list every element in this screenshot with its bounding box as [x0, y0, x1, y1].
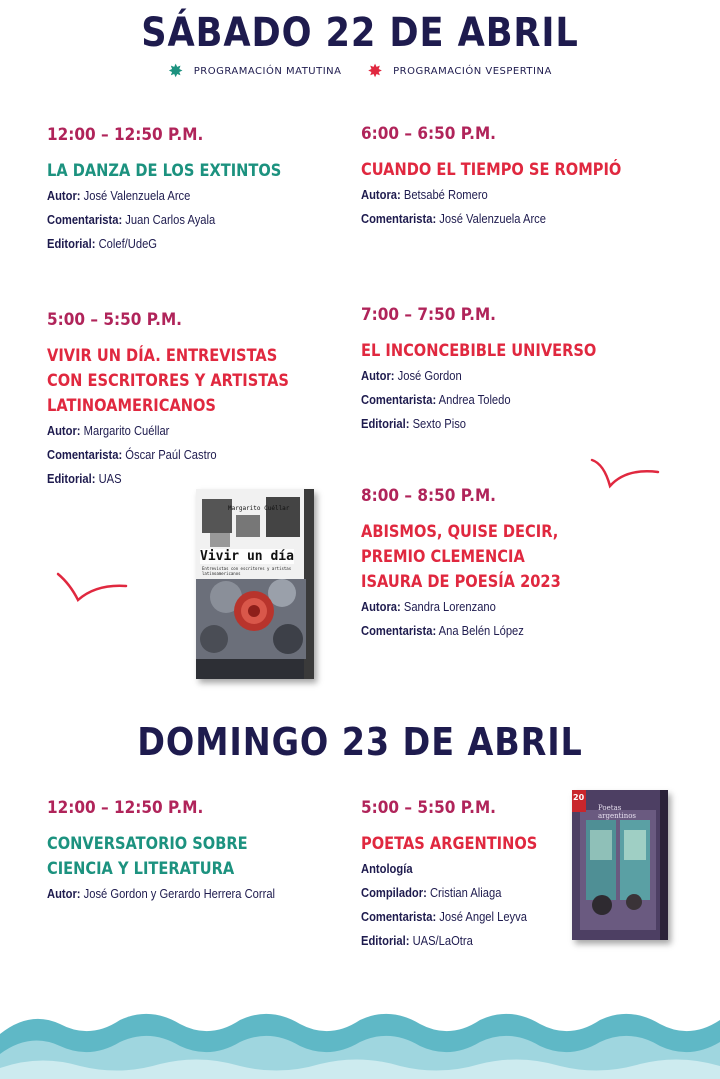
saturday-title: SÁBADO 22 DE ABRIL [141, 10, 579, 56]
detail-label: Comentarista: [361, 623, 437, 638]
event-title-line: POETAS ARGENTINOS [361, 834, 538, 854]
detail-label: Comentarista: [47, 447, 123, 462]
detail-label: Editorial: [361, 933, 410, 948]
event-title-line: EL INCONCEBIBLE UNIVERSO [361, 341, 597, 361]
detail-label: Comentarista: [361, 392, 437, 407]
event-sat-4 [361, 305, 635, 436]
event-sun-2 [361, 798, 566, 953]
evening-star-icon: ✸ [367, 60, 384, 82]
detail-label: Comentarista: [361, 909, 437, 924]
detail-label: Editorial: [361, 416, 410, 431]
detail-value: José Gordon y Gerardo Herrera Corral [83, 886, 276, 901]
detail-value: José Valenzuela Arce [439, 211, 546, 226]
detail-value: Juan Carlos Ayala [125, 212, 216, 227]
detail-value: Ana Belén López [438, 623, 524, 638]
event-title [361, 832, 537, 857]
detail-value: Sexto Piso [412, 416, 467, 431]
detail-label: Editorial: [47, 471, 96, 486]
event-time: 6:00 – 6:50 P.M. [361, 124, 496, 144]
event-title-line: CUANDO EL TIEMPO SE ROMPIÓ [361, 160, 622, 180]
book-cover-vivir-un-dia [196, 489, 314, 679]
event-detail [361, 881, 537, 905]
detail-value: Andrea Toledo [438, 392, 511, 407]
book-cover-poetas-argentinos [572, 790, 668, 940]
detail-label: Autor: [47, 423, 81, 438]
event-title [361, 520, 561, 595]
event-title [47, 832, 275, 882]
detail-label: Compilador: [361, 885, 427, 900]
event-time: 8:00 – 8:50 P.M. [361, 486, 496, 506]
event-detail [361, 857, 537, 881]
event-sat-5 [361, 486, 593, 643]
book-title: Vivir un día [200, 549, 294, 564]
detail-value: Colef/UdeG [98, 236, 157, 251]
event-time: 7:00 – 7:50 P.M. [361, 305, 496, 325]
event-time: 12:00 – 12:50 P.M. [47, 798, 204, 818]
event-detail [47, 419, 289, 443]
seagull-right-icon [590, 456, 662, 492]
detail-label: Autora: [361, 599, 401, 614]
detail-label: Comentarista: [47, 212, 123, 227]
event-title [361, 339, 596, 364]
event-title-line: PREMIO CLEMENCIA [361, 547, 525, 567]
event-detail [47, 232, 281, 256]
detail-value: José Angel Leyva [439, 909, 527, 924]
detail-value: Antología [361, 861, 413, 876]
event-detail [47, 882, 275, 906]
detail-label: Editorial: [47, 236, 96, 251]
event-time: 5:00 – 5:50 P.M. [47, 310, 182, 330]
book-subtitle: Entrevistas con escritores y artistas latinoamericanos [202, 566, 292, 576]
event-title-line: VIVIR UN DÍA. ENTREVISTAS [47, 346, 278, 366]
event-detail [361, 619, 561, 643]
event-detail [361, 388, 596, 412]
morning-star-icon: ✸ [168, 60, 184, 82]
event-title-line: CIENCIA Y LITERATURA [47, 859, 235, 879]
event-title [361, 158, 621, 183]
event-detail [47, 443, 289, 467]
event-title-line: CONVERSATORIO SOBRE [47, 834, 248, 854]
event-sat-3 [361, 124, 664, 231]
book-cover-art [196, 489, 314, 679]
event-time: 12:00 – 12:50 P.M. [47, 125, 204, 145]
detail-label: Autora: [361, 187, 401, 202]
detail-label: Autor: [47, 886, 81, 901]
event-title-line: CON ESCRITORES Y ARTISTAS [47, 371, 289, 391]
event-title [47, 159, 281, 184]
seagull-left-icon [56, 566, 128, 606]
event-time: 5:00 – 5:50 P.M. [361, 798, 496, 818]
detail-value: Cristian Aliaga [429, 885, 502, 900]
event-detail [361, 595, 561, 619]
detail-value: UAS [98, 471, 122, 486]
event-sat-1 [47, 125, 319, 256]
detail-label: Comentarista: [361, 211, 437, 226]
event-title-line: ABISMOS, QUISE DECIR, [361, 522, 559, 542]
event-detail [361, 905, 537, 929]
event-detail [47, 208, 281, 232]
detail-value: Margarito Cuéllar [83, 423, 170, 438]
detail-value: José Gordon [397, 368, 462, 383]
event-title-line: LATINOAMERICANOS [47, 396, 216, 416]
event-detail [361, 364, 596, 388]
detail-label: Autor: [361, 368, 395, 383]
event-detail [361, 183, 621, 207]
book-author: Margarito Cuéllar [228, 505, 290, 512]
sunday-title: DOMINGO 23 DE ABRIL [137, 720, 583, 764]
detail-value: José Valenzuela Arce [83, 188, 191, 203]
legend-evening-label: PROGRAMACIÓN VESPERTINA [393, 66, 552, 77]
detail-value: UAS/LaOtra [412, 933, 473, 948]
event-detail [361, 207, 621, 231]
book-badge: 20 [573, 793, 585, 802]
event-title-line: LA DANZA DE LOS EXTINTOS [47, 161, 282, 181]
event-sun-1 [47, 798, 312, 906]
event-detail [361, 412, 596, 436]
detail-value: Óscar Paúl Castro [125, 447, 217, 462]
waves-decoration [0, 1010, 720, 1079]
event-detail [47, 467, 289, 491]
event-detail [47, 184, 281, 208]
detail-value: Sandra Lorenzano [403, 599, 496, 614]
event-title-line: ISAURA DE POESÍA 2023 [361, 572, 561, 592]
legend-morning-label: PROGRAMACIÓN MATUTINA [193, 66, 342, 77]
event-title [47, 344, 289, 419]
event-sat-2 [47, 310, 328, 491]
book-title: Poetas argentinos [598, 804, 637, 820]
legend [0, 60, 720, 82]
detail-label: Autor: [47, 188, 81, 203]
detail-value: Betsabé Romero [403, 187, 488, 202]
event-detail [361, 929, 537, 953]
